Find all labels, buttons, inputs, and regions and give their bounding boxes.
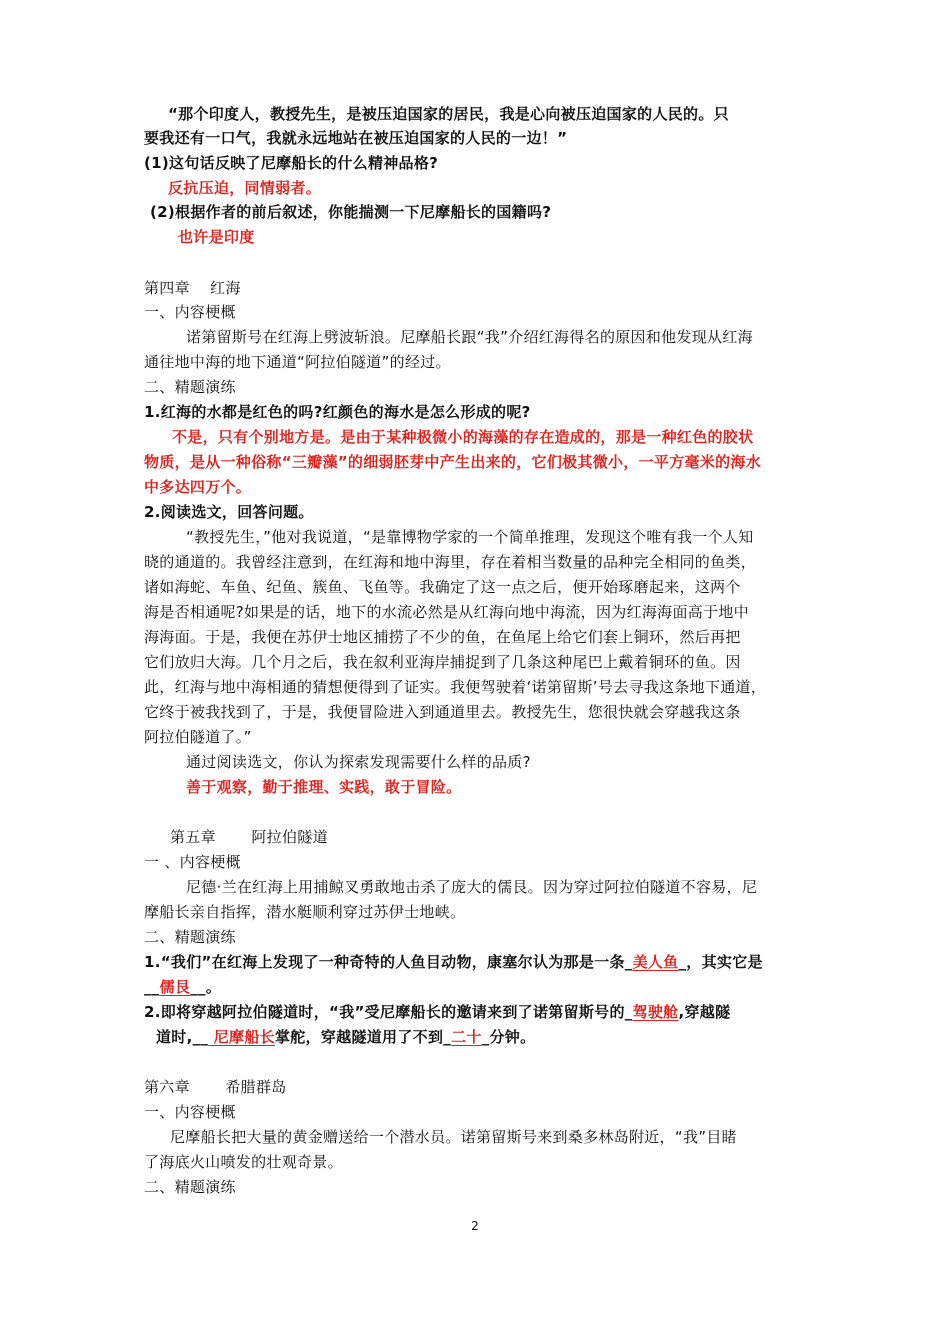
chapter-4-summary-line-1: 诺第留斯号在红海上劈波斩浪。尼摩船长跟“我”介绍红海得名的原因和他发现从红海 bbox=[186, 328, 753, 346]
blank-underscore: __ bbox=[192, 1028, 209, 1046]
passage-line: 海海面。于是，我便在苏伊士地区捕捞了不少的鱼，在鱼尾上给它们套上铜环，然后再把 bbox=[144, 628, 741, 646]
chapter-6-title: 第六章 希腊群岛 bbox=[144, 1078, 287, 1096]
question-text: 分钟。 bbox=[489, 1028, 536, 1046]
question-text: ,穿越隧 bbox=[678, 1003, 731, 1021]
answer-2: 也许是印度 bbox=[178, 228, 255, 246]
chapter-5-question-2-line-1 bbox=[144, 1000, 730, 1024]
blank-underscore: _ bbox=[678, 953, 687, 971]
quote-line-1: “那个印度人，教授先生，是被压迫国家的居民，我是心向被压迫国家的人民的。只 bbox=[168, 105, 729, 123]
passage-line: 它终于被我找到了，于是，我便冒险进入到通道里去。教授先生，您很快就会穿越我这条 bbox=[144, 703, 741, 721]
passage-line: 晓的通道的。我曾经注意到，在红海和地中海里，存在着相当数量的品种完全相同的鱼类， bbox=[144, 553, 757, 571]
question-1: (1)这句话反映了尼摩船长的什么精神品格? bbox=[144, 154, 439, 172]
chapter-4-title: 第四章 红海 bbox=[144, 279, 241, 297]
chapter-4-answer-1-line-1: 不是，只有个别地方是。是由于某种极微小的海藻的存在造成的，那是一种红色的胶状 bbox=[172, 428, 754, 446]
blank-answer-captain: 尼摩船长 bbox=[208, 1028, 275, 1046]
question-text: ，其实它是 bbox=[686, 953, 763, 971]
blank-underscore: _ bbox=[481, 1028, 490, 1046]
blank-underscore: _ bbox=[443, 1028, 452, 1046]
question-text: 道时, bbox=[156, 1028, 193, 1046]
chapter-5-title: 第五章 阿拉伯隧道 bbox=[170, 828, 328, 846]
page-number: 2 bbox=[471, 1219, 479, 1233]
chapter-4-summary-line-2: 通往地中海的地下通道“阿拉伯隧道”的经过。 bbox=[144, 353, 451, 371]
passage-line: 海是否相通呢?如果是的话，地下的水流必然是从红海向地中海流，因为红海海面高于地中 bbox=[144, 603, 749, 621]
chapter-4-sub-answer: 善于观察，勤于推理、实践，敢于冒险。 bbox=[186, 778, 462, 796]
passage-line: 此，红海与地中海相通的猜想便得到了证实。我便驾驶着‘诺第留斯’号去寻我这条地下通道， bbox=[144, 678, 767, 696]
chapter-4-question-2: 2.阅读选文，回答问题。 bbox=[144, 503, 314, 521]
blank-answer-twenty: 二十 bbox=[451, 1028, 482, 1046]
answer-1: 反抗压迫，同情弱者。 bbox=[168, 179, 322, 197]
chapter-5-summary-line-2: 摩船长亲自指挥，潜水艇顺利穿过苏伊士地峡。 bbox=[144, 903, 466, 921]
blank-underscore: _ bbox=[624, 1003, 633, 1021]
question-text: 1.“我们”在红海上发现了一种奇特的人鱼目动物，康塞尔认为那是一条 bbox=[144, 953, 625, 971]
chapter-6-summary-line-2: 了海底火山喷发的壮观奇景。 bbox=[144, 1153, 343, 1171]
passage-line: 它们放归大海。几个月之后，我在叙利亚海岸捕捉到了几条这种尾巴上戴着铜环的鱼。因 bbox=[144, 653, 741, 671]
blank-underscore: __ bbox=[190, 978, 206, 996]
chapter-5-question-1-line-2 bbox=[144, 975, 221, 999]
chapter-6-summary-heading: 一、内容梗概 bbox=[144, 1103, 236, 1121]
quote-line-2: 要我还有一口气，我就永远地站在被压迫国家的人民的一边！” bbox=[144, 129, 568, 147]
question-text: 掌舵，穿越隧道用了不到 bbox=[274, 1028, 444, 1046]
chapter-6-exercise-heading: 二、精题演练 bbox=[144, 1178, 236, 1196]
passage-line: 诸如海蛇、车鱼、纪鱼、簇鱼、飞鱼等。我确定了这一点之后，便开始琢磨起来，这两个 bbox=[144, 578, 741, 596]
chapter-5-summary-heading: 一 、内容梗概 bbox=[144, 853, 241, 871]
chapter-4-summary-heading: 一、内容梗概 bbox=[144, 303, 236, 321]
chapter-6-summary-line-1: 尼摩船长把大量的黄金赠送给一个潜水员。诺第留斯号来到桑多林岛附近，“我”目睹 bbox=[170, 1128, 737, 1146]
chapter-5-summary-line-1: 尼德·兰在红海上用捕鲸叉勇敢地击杀了庞大的儒艮。因为穿过阿拉伯隧道不容易，尼 bbox=[186, 878, 758, 896]
chapter-4-answer-1-line-3: 中多达四万个。 bbox=[144, 478, 252, 496]
blank-underscore: __ bbox=[144, 978, 160, 996]
chapter-5-question-1-line-1 bbox=[144, 950, 763, 974]
passage-line: 阿拉伯隧道了。” bbox=[144, 728, 252, 746]
question-2: (2)根据作者的前后叙述，你能揣测一下尼摩船长的国籍吗? bbox=[150, 203, 552, 221]
question-text: 2.即将穿越阿拉伯隧道时，“我”受尼摩船长的邀请来到了诺第留斯号的 bbox=[144, 1003, 625, 1021]
blank-answer-cockpit: 驾驶舱 bbox=[632, 1003, 679, 1021]
blank-answer-dugong: 儒艮 bbox=[159, 978, 191, 996]
chapter-4-question-1: 1.红海的水都是红色的吗?红颜色的海水是怎么形成的呢? bbox=[144, 403, 531, 421]
question-text: 。 bbox=[205, 978, 222, 996]
blank-underscore: _ bbox=[624, 953, 633, 971]
passage-line: “教授先生，”他对我说道，“是靠博物学家的一个简单推理，发现这个唯有我一个人知 bbox=[186, 528, 754, 546]
chapter-5-exercise-heading: 二、精题演练 bbox=[144, 928, 236, 946]
blank-answer-mermaid: 美人鱼 bbox=[632, 953, 679, 971]
chapter-5-question-2-line-2 bbox=[156, 1025, 535, 1049]
chapter-4-sub-question: 通过阅读选文，你认为探索发现需要什么样的品质? bbox=[186, 753, 531, 771]
chapter-4-exercise-heading: 二、精题演练 bbox=[144, 378, 236, 396]
chapter-4-answer-1-line-2: 物质，是从一种俗称“三瓣藻”的细弱胚芽中产生出来的，它们极其微小，一平方毫米的海水 bbox=[144, 453, 762, 471]
